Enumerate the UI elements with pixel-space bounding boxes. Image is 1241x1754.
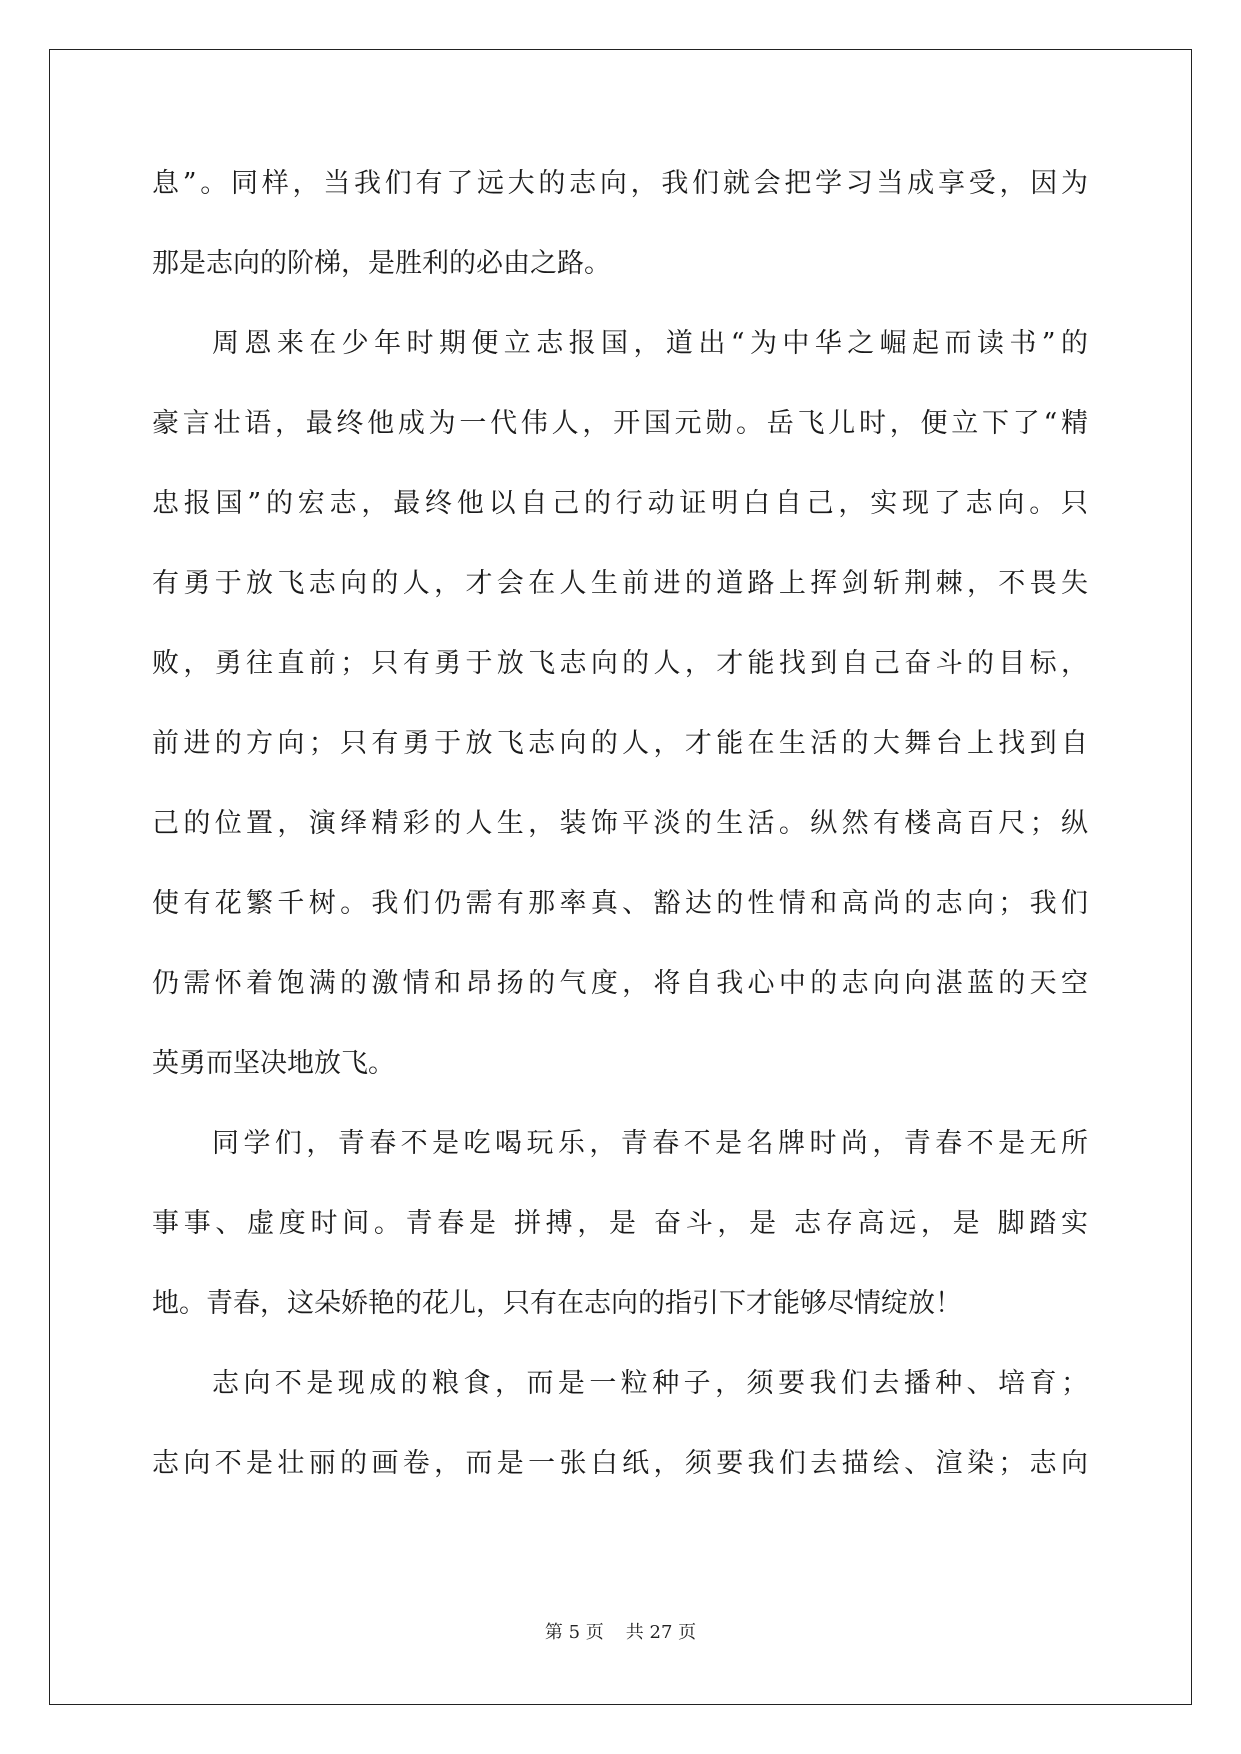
text-line: 己的位置，演绎精彩的人生，装饰平淡的生活。纵然有楼高百尺；纵 (152, 808, 1088, 839)
text-line: 忠报国”的宏志，最终他以自己的行动证明白自己，实现了志向。只 (152, 488, 1088, 519)
text-line: 前进的方向；只有勇于放飞志向的人，才能在生活的大舞台上找到自 (152, 728, 1088, 759)
text-line: 豪言壮语，最终他成为一代伟人，开国元勋。岳飞儿时，便立下了“精 (152, 408, 1088, 439)
page-total: 共 27 页 (625, 1622, 697, 1643)
text-line: 败，勇往直前；只有勇于放飞志向的人，才能找到自己奋斗的目标， (152, 648, 1088, 679)
text-line: 有勇于放飞志向的人，才会在人生前进的道路上挥剑斩荆棘，不畏失 (152, 568, 1088, 599)
text-line: 周恩来在少年时期便立志报国，道出“为中华之崛起而读书”的 (212, 328, 1088, 359)
text-line: 志向不是现成的粮食，而是一粒种子，须要我们去播种、培育； (212, 1368, 1088, 1399)
page-footer (0, 1618, 1241, 1644)
text-line: 地。青春，这朵娇艳的花儿，只有在志向的指引下才能够尽情绽放！ (152, 1288, 962, 1319)
text-line: 志向不是壮丽的画卷，而是一张白纸，须要我们去描绘、渲染；志向 (152, 1448, 1088, 1479)
document-body (152, 160, 1088, 1520)
page-number: 第 5 页 (544, 1622, 604, 1643)
text-line: 事事、虚度时间。青春是 拼搏，是 奋斗，是 志存高远，是 脚踏实 (152, 1208, 1088, 1239)
text-line: 使有花繁千树。我们仍需有那率真、豁达的性情和高尚的志向；我们 (152, 888, 1088, 919)
text-line: 同学们，青春不是吃喝玩乐，青春不是名牌时尚，青春不是无所 (212, 1128, 1088, 1159)
text-line: 英勇而坚决地放飞。 (152, 1048, 395, 1079)
text-line: 息”。同样，当我们有了远大的志向，我们就会把学习当成享受，因为 (152, 168, 1088, 199)
text-line: 仍需怀着饱满的激情和昂扬的气度，将自我心中的志向向湛蓝的天空 (152, 968, 1088, 999)
text-line: 那是志向的阶梯，是胜利的必由之路。 (152, 248, 611, 279)
